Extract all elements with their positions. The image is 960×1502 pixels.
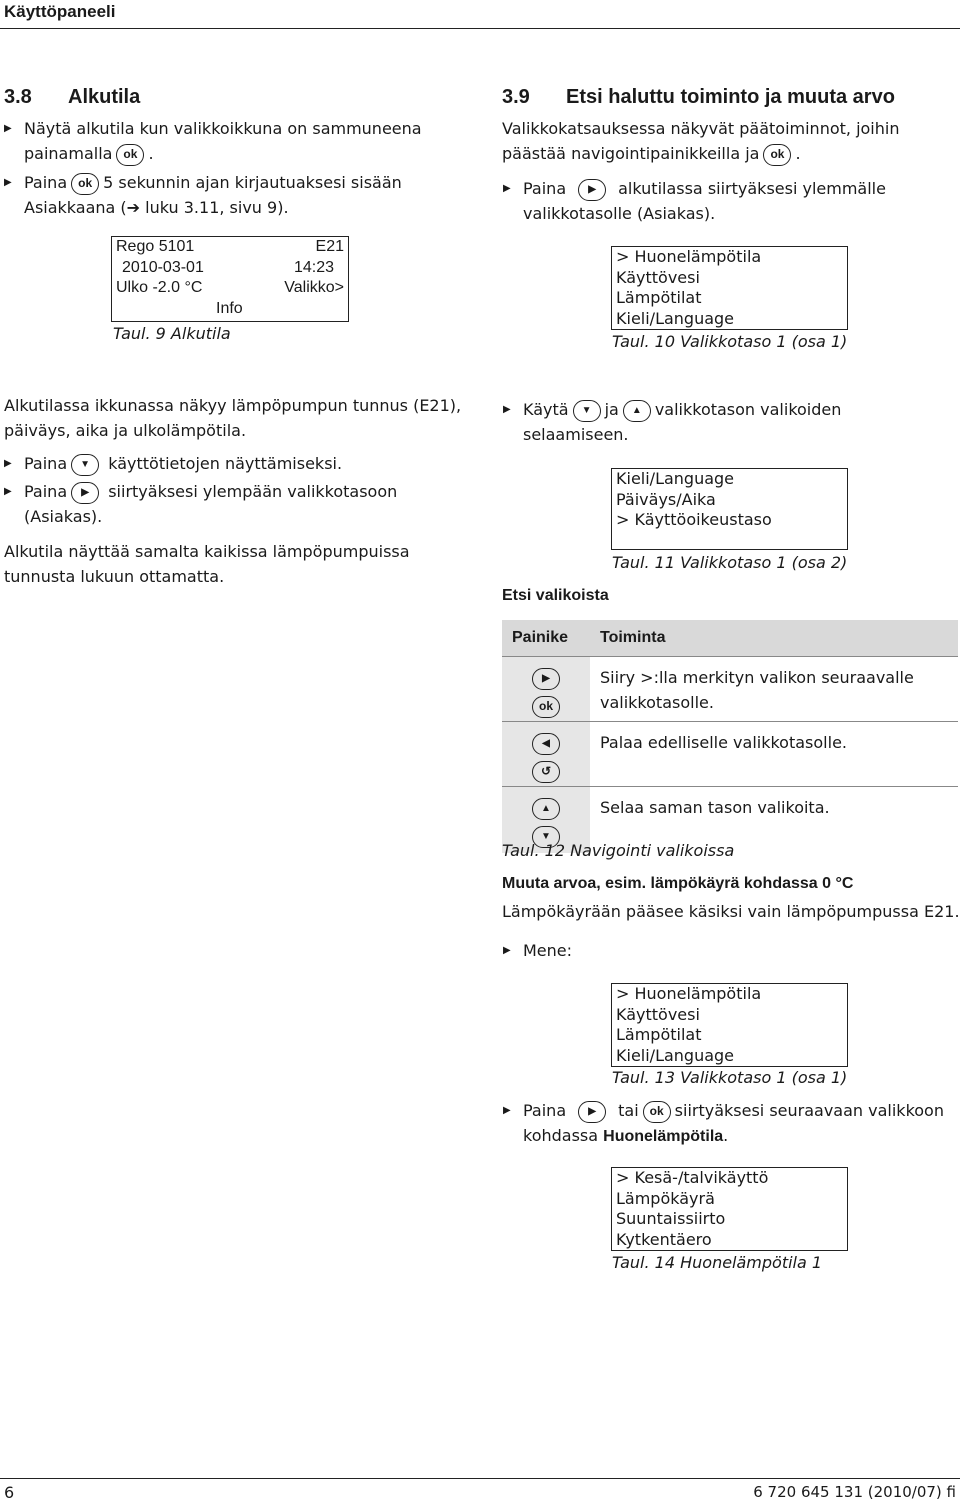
lcd-line: Lämpökäyrä xyxy=(616,1188,715,1208)
paragraph-start-state xyxy=(4,393,474,443)
bullet-show-start xyxy=(24,116,444,166)
ok-key-icon: ok xyxy=(763,144,791,166)
bullet-operating-info xyxy=(24,451,342,476)
bullet-text: Paina xyxy=(24,173,68,192)
bullet-upper-menu xyxy=(24,479,464,529)
bullet-text: siirtyäksesi seuraavaan valikkoon xyxy=(674,1101,944,1120)
running-header: Käyttöpaneeli xyxy=(4,2,116,21)
bullet-text: Asiakkaana (➔ luku 3.11, sivu 9). xyxy=(24,198,289,217)
down-key-icon: ▼ xyxy=(532,826,560,848)
lcd-line-selected: > Huonelämpötila xyxy=(616,984,762,1003)
bullet-text: painamalla xyxy=(24,144,113,163)
lcd-time: 14:23 xyxy=(293,258,334,276)
bullet-text: Näytä alkutila kun valikkoikkuna on sammuneena xyxy=(24,119,422,138)
table-header-button: Painike xyxy=(502,620,590,657)
table-row xyxy=(502,722,958,787)
bullet-text: . xyxy=(723,1126,729,1145)
paragraph-line: tunnusta lukuun ottamatta. xyxy=(4,567,225,586)
lcd-model: Rego 5101 xyxy=(116,238,195,255)
lcd-line: Lämpötilat xyxy=(616,288,702,307)
lcd-menu-link: Valikko> xyxy=(284,279,344,296)
caption-table-12: Taul. 12 Navigointi valikoissa xyxy=(502,841,735,860)
subheading-search-menus: Etsi valikoista xyxy=(502,587,609,604)
section-3-9-title xyxy=(502,86,895,109)
bullet-text: alkutilassa siirtyäksesi ylemmälle xyxy=(618,179,886,198)
down-key-icon: ▼ xyxy=(573,400,601,422)
lcd-menu-level1-part1 xyxy=(611,246,848,330)
bullet-text: selaamiseen. xyxy=(523,425,629,444)
caption-table-14: Taul. 14 Huonelämpötila 1 xyxy=(612,1253,823,1272)
left-key-icon: ◀ xyxy=(532,733,560,755)
right-key-icon: ▶ xyxy=(532,668,560,690)
caption-table-10: Taul. 10 Valikkotaso 1 (osa 1) xyxy=(612,332,848,351)
bullet-text: käyttötietojen näyttämiseksi. xyxy=(108,454,343,473)
bullet-go: ▶ Mene: xyxy=(523,938,572,963)
lcd-line: Kieli/Language xyxy=(616,308,735,328)
lcd-info: Info xyxy=(216,299,243,317)
bullet-go-upper-level xyxy=(523,176,953,226)
caption-table-9: Taul. 9 Alkutila xyxy=(113,324,231,343)
right-key-icon: ▶ xyxy=(578,179,606,201)
bullet-next-menu xyxy=(523,1098,958,1149)
table-cell-keys xyxy=(502,657,590,722)
lcd-line: Kieli/Language xyxy=(616,469,735,488)
bullet-login-customer xyxy=(24,170,444,220)
table-header-function: Toiminta xyxy=(590,620,958,657)
back-key-icon: ↺ xyxy=(532,761,560,783)
paragraph-same-look xyxy=(4,539,474,589)
bullet-text: valikkotasolle (Asiakas). xyxy=(523,204,716,223)
paragraph-line: päiväys, aika ja ulkolämpötila. xyxy=(4,421,247,440)
lcd-line-selected: > Huonelämpötila xyxy=(616,247,762,266)
up-key-icon: ▲ xyxy=(623,400,651,422)
lcd-outdoor-temp: Ulko -2.0 °C xyxy=(116,279,203,296)
paragraph-line: Alkutilassa ikkunassa näkyy lämpöpumpun tunnus (E21), xyxy=(4,396,462,415)
ok-key-icon: ok xyxy=(532,696,560,718)
bullet-text: kohdassa xyxy=(523,1126,599,1145)
lcd-line: Suuntaissiirto xyxy=(616,1209,726,1228)
bullet-text: siirtyäksesi ylempään valikkotasoon xyxy=(108,482,398,501)
lcd-menu-level1-part2 xyxy=(611,468,848,550)
navigation-table xyxy=(502,620,958,853)
paragraph-line: . xyxy=(795,144,801,163)
section-title-text: Alkutila xyxy=(68,86,141,108)
bullet-text: Paina xyxy=(523,179,567,198)
lcd-room-temp-menu xyxy=(611,1167,848,1251)
bullet-text: Paina xyxy=(24,482,68,501)
bullet-text: tai xyxy=(618,1101,639,1120)
bullet-text: 5 sekunnin ajan kirjautuaksesi sisään xyxy=(103,173,402,192)
paragraph-heat-curve: Lämpökäyrään pääsee käsiksi vain lämpöpumpussa E21. xyxy=(502,902,960,921)
lcd-line: Lämpötilat xyxy=(616,1025,702,1044)
lcd-line: Käyttövesi xyxy=(616,1004,700,1024)
bullet-text: Käytä xyxy=(523,400,569,419)
lcd-unit-id: E21 xyxy=(315,238,344,255)
bullet-text: valikkotason valikoiden xyxy=(654,400,842,419)
header-rule xyxy=(0,28,960,29)
ok-key-icon: ok xyxy=(71,173,99,195)
lcd-line-selected: > Käyttöoikeustaso xyxy=(616,510,772,529)
function-text: valikkotasolle. xyxy=(600,693,714,712)
function-text: Siiry >:lla merkityn valikon seuraavalle xyxy=(600,668,914,687)
table-row xyxy=(502,657,958,722)
lcd-start-screen xyxy=(111,236,349,322)
lcd-line-selected: > Kesä-/talvikäyttö xyxy=(616,1168,769,1187)
table-cell-keys xyxy=(502,722,590,787)
subheading-change-value: Muuta arvoa, esim. lämpökäyrä kohdassa 0 °C xyxy=(502,875,854,892)
ok-key-icon: ok xyxy=(643,1101,671,1123)
section-3-8-title xyxy=(4,86,140,109)
lcd-line: Päiväys/Aika xyxy=(616,489,716,509)
bullet-scroll-menus xyxy=(523,397,953,447)
up-key-icon: ▲ xyxy=(532,798,560,820)
section-title-text: Etsi haluttu toiminto ja muuta arvo xyxy=(566,86,895,108)
paragraph-line: Alkutila näyttää samalta kaikissa lämpöpumpuissa xyxy=(4,542,410,561)
section-number: 3.9 xyxy=(502,86,530,108)
page-number: 6 xyxy=(4,1483,15,1502)
bullet-text: Paina xyxy=(24,454,68,473)
caption-table-11: Taul. 11 Valikkotaso 1 (osa 2) xyxy=(612,553,848,572)
lcd-line: Kytkentäero xyxy=(616,1229,712,1249)
bullet-text: Paina xyxy=(523,1101,567,1120)
paragraph-line: päästää navigointipainikkeilla ja xyxy=(502,144,760,163)
paragraph-menu-overview xyxy=(502,116,958,166)
bullet-text-bold: Huonelämpötila xyxy=(603,1128,724,1145)
bullet-text: (Asiakas). xyxy=(24,507,103,526)
bullet-text: . xyxy=(148,144,154,163)
section-number: 3.8 xyxy=(4,86,32,108)
lcd-date: 2010-03-01 xyxy=(122,258,204,276)
caption-table-13: Taul. 13 Valikkotaso 1 (osa 1) xyxy=(612,1068,848,1087)
lcd-menu-level1-part1-b xyxy=(611,983,848,1067)
table-cell-function: Palaa edelliselle valikkotasolle. xyxy=(590,722,958,787)
bullet-text: ja xyxy=(604,400,619,419)
document-code: 6 720 645 131 (2010/07) fi xyxy=(753,1483,956,1501)
right-key-icon: ▶ xyxy=(71,482,99,504)
right-key-icon: ▶ xyxy=(578,1101,606,1123)
paragraph-line: Valikkokatsauksessa näkyvät päätoiminnot, joihin xyxy=(502,119,900,138)
table-cell-function xyxy=(590,657,958,722)
ok-key-icon: ok xyxy=(116,144,144,166)
lcd-line: Käyttövesi xyxy=(616,267,700,287)
lcd-line: Kieli/Language xyxy=(616,1045,735,1065)
down-key-icon: ▼ xyxy=(71,454,99,476)
footer-rule xyxy=(0,1478,960,1479)
table-cell-function: Selaa saman tason valikoita. xyxy=(590,787,958,854)
